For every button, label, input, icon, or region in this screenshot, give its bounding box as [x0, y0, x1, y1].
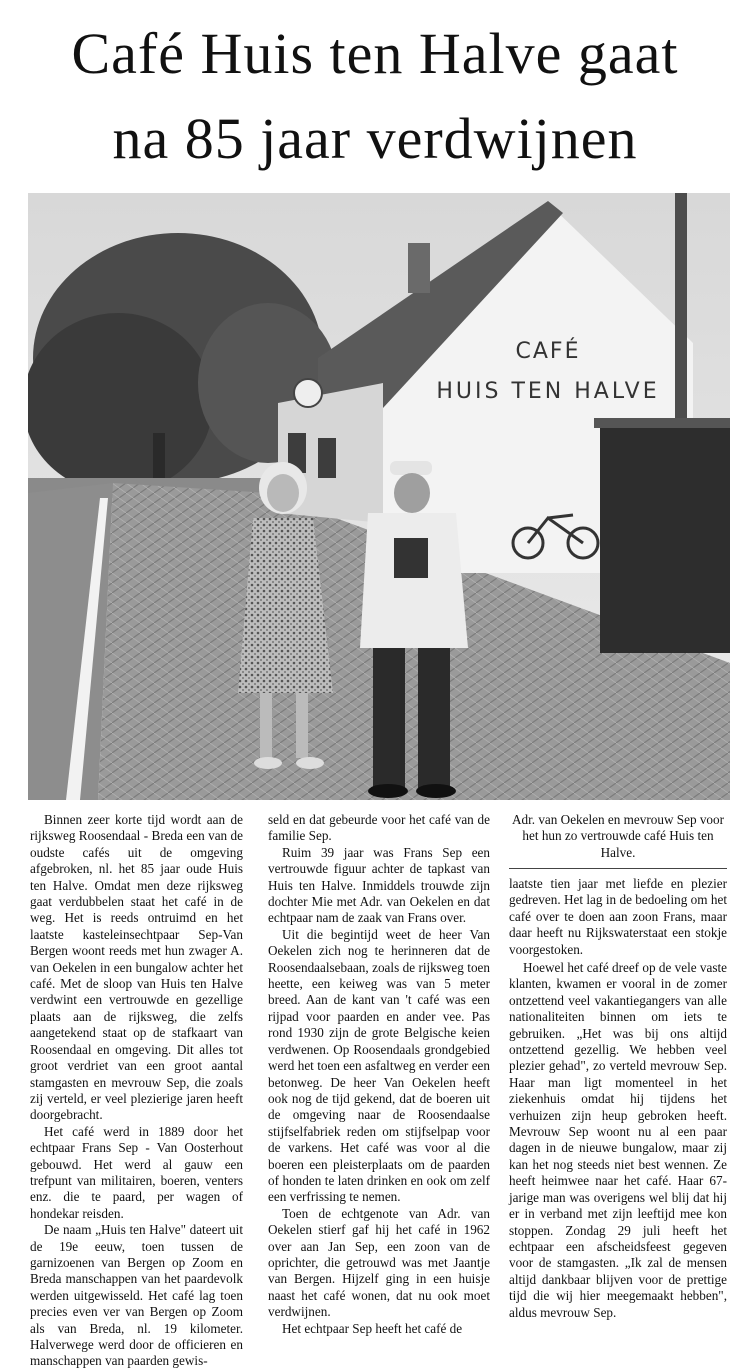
- headline-line-1: Café Huis ten Halve gaat: [71, 21, 679, 86]
- col3-paragraph-1: laatste tien jaar met liefde en plezier gedreven. Het lag in de bedoeling om het café over te doen aan zoon Frans, maar daar heeft nu Rijkswaterstaat een stokje voorgestoken.: [509, 876, 727, 957]
- col3-paragraph-2: Hoewel het café dreef op de vele vaste klanten, kwamen er vooral in de zomer ontzettend veel vakantiegangers van alle nationaliteiten binnen om iets te gebruiken. „Het was bij ons altijd ontzettend gezellig. We hebben veel plezier gehad", zo verteld mevrouw Sep. Haar man ligt momenteel in het ziekenhuis omdat hij tijdens het verhuizen zijn heup gebroken heeft. Mevrouw Sep woont nu al een paar dagen in de nieuwe bungalow, maar zij kan het nog steeds niet best wennen. Ze heeft heimwee naar het café. Haar 67-jarige man was overigens wel blij dat hij er in verband met zijn leeftijd mee kon stoppen. Zondag 29 juli heeft het echtpaar een afscheidsfeest gegeven voor de stamgasten. „Ik zal de mensen altijd dankbaar blijven voor de prettige tijd die wij hier meegemaakt hebben", aldus mevrouw Sep.: [509, 960, 727, 1320]
- article-column-3-top: [509, 876, 727, 958]
- article-photo: [28, 193, 730, 800]
- col2-paragraph-3: Uit die begintijd weet de heer Van Oekelen zich nog te herinneren dat de Roosendaalsebaan, zoals de rijksweg toen heette, een keiweg was van 5 meter breed. Aan de kant van 't café was een rijpad voor paarden en ander vee. Pas rond 1930 zijn de grote Belgische keien verdwenen. Op Roosendaals grondgebied werd het toen een asfaltweg en verder een betonweg. De heer Van Oekelen heeft ook nog de tijd gekend, dat de boeren uit de omgeving naar de Roosendaalse stijfselfabriek reden om stijfselpap voor de varkens. Het café was voor al die boeren een pleisterplaats om de paarden of honden te laten drinken en ook om zelf een verfrissing te nemen.: [268, 926, 490, 1205]
- col1-paragraph-2: Het café werd in 1889 door het echtpaar Frans Sep - Van Oosterhout gebouwd. Het werd al gauw een trefpunt van militairen, boeren, venters enz. die te paard, per wagen of hondekar reisden.: [30, 1123, 243, 1221]
- sign-line-1: CAFÉ: [515, 339, 581, 364]
- col1-paragraph-1: Binnen zeer korte tijd wordt aan de rijksweg Roosendaal - Breda een van de oudste cafés uit de omgeving afgebroken, nl. het 85 jaar oude Huis ten Halve. Omdat men deze rijksweg gaat verdubbelen staat het café in de weg. Het is reeds ontruimd en het laatste kasteleinsechtpaar Sep-Van Bergen woont reeds met hun zwager A. van Oekelen in een bungalow achter het café. Met de sloop van Huis ten Halve verdwint een vertrouwde en gezellige plaats aan de rijksweg, die zelfs aangetekend staat op de stafkaart van Roosendaal en omgeving. Dit alles tot groot verdriet van een groot aantal stamgasten en mevrouw Sep, die zoals zij verteld, er veel plezierige jaren heeft doorgebracht.: [30, 812, 243, 1123]
- headline-line-2: na 85 jaar verdwijnen: [112, 106, 638, 171]
- col2-paragraph-2: Ruim 39 jaar was Frans Sep een vertrouwde figuur achter de tapkast van Huis ten Halve. Inmiddels trouwde zijn dochter Mie met Adr. van Oekelen en dat echtpaar nam de zaak van Frans over.: [268, 844, 490, 926]
- article-column-2: [268, 812, 490, 1337]
- sign-line-2: HUIS TEN HALVE: [436, 379, 660, 404]
- photo-caption: [509, 812, 727, 861]
- caption-text: Adr. van Oekelen en mevrouw Sep voor het hun zo vertrouwde café Huis ten Halve.: [511, 812, 725, 860]
- col2-paragraph-4: Toen de echtgenote van Adr. van Oekelen stierf gaf hij het café in 1962 over aan Jan Sep, een zoon van de oprichter, die getrouwd was met Jaantje van Bergen. Hijzelf ging in een huisje naast het café wonen, dat nu ook moet verdwijnen.: [268, 1205, 490, 1320]
- article-column-1: [30, 812, 243, 1370]
- col1-paragraph-3: De naam „Huis ten Halve" dateert uit de 19e eeuw, toen tussen de garnizoenen van Bergen op Zoom en Breda manschappen van het paardevolk werden uitgewisseld. Het café lag toen precies even ver van Bergen op Zoom als van Breda, nl. 19 kilometer. Halverwege werd door de officieren en manschappen van paarden gewis-: [30, 1222, 243, 1369]
- col2-paragraph-1: seld en dat gebeurde voor het café van de familie Sep.: [268, 812, 490, 844]
- caption-divider: [509, 868, 727, 869]
- article-column-3-bottom: [509, 960, 727, 1321]
- col2-paragraph-5: Het echtpaar Sep heeft het café de: [282, 1320, 463, 1336]
